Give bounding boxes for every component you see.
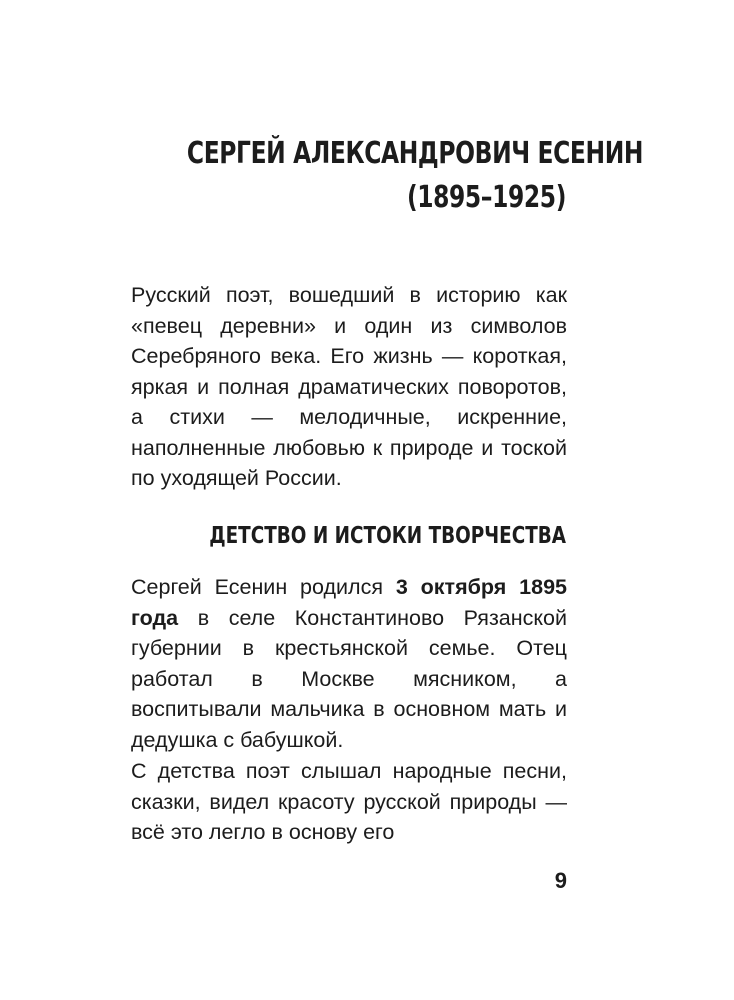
- paragraph-text: в селе Константиново Рязанской губернии в крестьянской семье. Отец работал в Москве мясником, а воспитывали мальчика в основном мать и дедушка с бабушкой.: [131, 605, 567, 752]
- childhood-paragraph-1: [131, 572, 567, 755]
- page-number: 9: [554, 868, 567, 893]
- intro-paragraph: Русский поэт, вошедший в историю как «певец деревни» и один из символов Серебряного века. Его жизнь — короткая, яркая и полная драматических поворотов, а стихи — мелодичные, искренние, наполненные любовью к природе и тоской по уходящей России.: [131, 283, 567, 490]
- paragraph-text: Сергей Есенин родился: [131, 575, 396, 599]
- birth-date-emphasis: 3 октября 1895 года: [131, 575, 567, 630]
- childhood-paragraph-2: С детства поэт слышал народные песни, сказки, видел красоту русской природы — всё это легло в основу его: [131, 759, 567, 844]
- chapter-title-years: (1895–1925): [406, 180, 566, 215]
- chapter-title-name: СЕРГЕЙ АЛЕКСАНДРОВИЧ ЕСЕНИН: [186, 136, 644, 171]
- section-heading: ДЕТСТВО И ИСТОКИ ТВОРЧЕСТВА: [209, 523, 567, 549]
